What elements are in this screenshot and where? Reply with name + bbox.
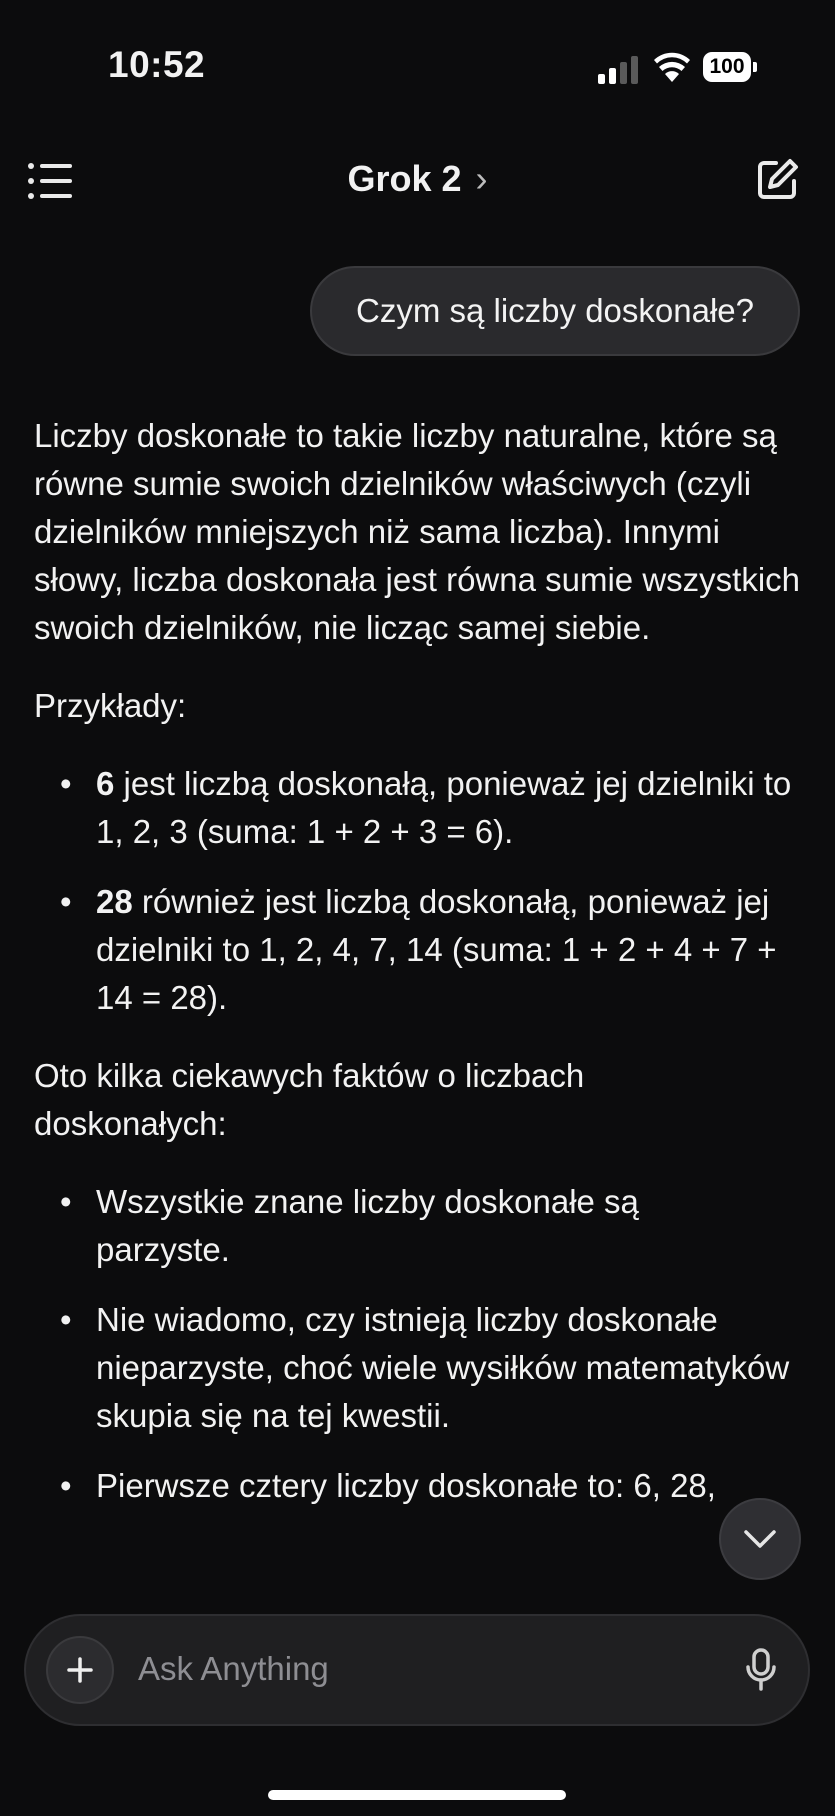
assistant-intro: Liczby doskonałe to takie liczby naturalne, które są równe sumie swoich dzielników właściwych (czyli dzielników mniejszych niż sama liczba). Innymi słowy, liczba doskonała jest równa sumie wszystkich swoich dzielników, nie licząc samej siebie. [34, 417, 801, 646]
list-item: • 6 jest liczbą doskonałą, ponieważ jej dzielniki to 1, 2, 3 (suma: 1 + 2 + 3 = 6). [96, 760, 804, 856]
facts-heading: Oto kilka ciekawych faktów o liczbach doskonałych: [34, 1057, 585, 1142]
chat-input[interactable]: Ask Anything [138, 1650, 329, 1687]
list-item: • Wszystkie znane liczby doskonałe są parzyste. [96, 1178, 656, 1274]
status-time: 10:52 [108, 44, 206, 85]
facts-list [34, 1178, 804, 1510]
attach-button[interactable] [46, 1636, 114, 1704]
examples-heading: Przykłady: [34, 687, 187, 724]
examples-list [34, 760, 804, 1022]
user-message-text: Czym są liczby doskonałe? [356, 292, 754, 329]
model-selector[interactable] [0, 158, 835, 200]
user-message-bubble [310, 266, 800, 356]
list-item: • 28 również jest liczbą doskonałą, ponieważ jej dzielniki to 1, 2, 4, 7, 14 (suma: 1 + 2 + 4 + 7 + 14 = 28). [96, 878, 804, 1022]
home-indicator [268, 1790, 566, 1800]
chat-input-bar[interactable] [24, 1614, 810, 1726]
battery-icon [703, 52, 757, 82]
plus-icon [66, 1656, 94, 1684]
chevron-down-icon [743, 1529, 777, 1549]
wifi-icon [654, 52, 690, 84]
scroll-down-button[interactable] [719, 1498, 801, 1580]
model-title: Grok 2 [347, 158, 462, 199]
microphone-icon[interactable] [744, 1648, 778, 1692]
list-item: • Nie wiadomo, czy istnieją liczby doskonałe nieparzyste, choć wiele wysiłków matematyków skupia się na tej kwestii. [96, 1296, 806, 1440]
battery-level: 100 [703, 52, 751, 82]
cellular-signal-icon [598, 56, 640, 84]
list-item: • Pierwsze cztery liczby doskonałe to: 6, 28, [96, 1462, 804, 1510]
assistant-message [34, 412, 804, 1540]
compose-icon[interactable] [756, 157, 800, 201]
chevron-right-icon: › [475, 158, 488, 199]
